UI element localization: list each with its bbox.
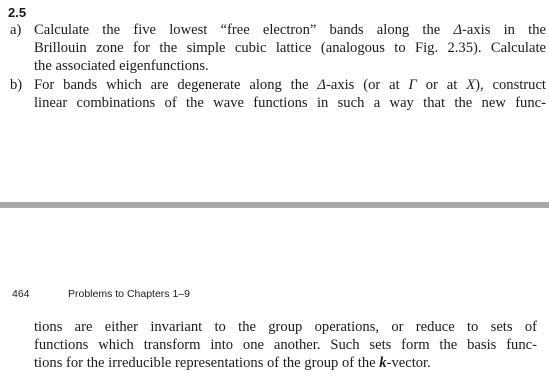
- running-head: Problems to Chapters 1–9: [68, 288, 190, 300]
- part-a-line-3: the associated eigenfunctions.: [34, 58, 209, 74]
- part-b-line-1: For bands which are degenerate along the Δ-axis (or at Γ or at X), construct: [34, 77, 546, 93]
- lower-page-fragment: [0, 208, 549, 376]
- part-b-line-2: linear combinations of the wave functions in such a way that the new func-: [34, 95, 546, 111]
- part-a-marker: a): [10, 22, 22, 38]
- part-a-line-1: Calculate the five lowest “free electron” bands along the Δ-axis in the: [34, 22, 546, 38]
- page-number: 464: [12, 288, 30, 300]
- continuation-text: [34, 318, 537, 372]
- part-b-text: [34, 76, 546, 112]
- part-b-marker: b): [10, 77, 23, 93]
- continuation-line-1: tions are either invariant to the group operations, or reduce to sets of: [34, 319, 537, 335]
- continuation-line-2: functions which transform into one another. Such sets form the basis func-: [34, 337, 537, 353]
- problem-number: 2.5: [8, 5, 27, 20]
- part-a-text: [34, 21, 546, 75]
- continuation-line-3: tions for the irreducible representations of the group of the k-vector.: [34, 355, 431, 371]
- part-a-line-2: Brillouin zone for the simple cubic lattice (analogous to Fig. 2.35). Calculate: [34, 40, 546, 56]
